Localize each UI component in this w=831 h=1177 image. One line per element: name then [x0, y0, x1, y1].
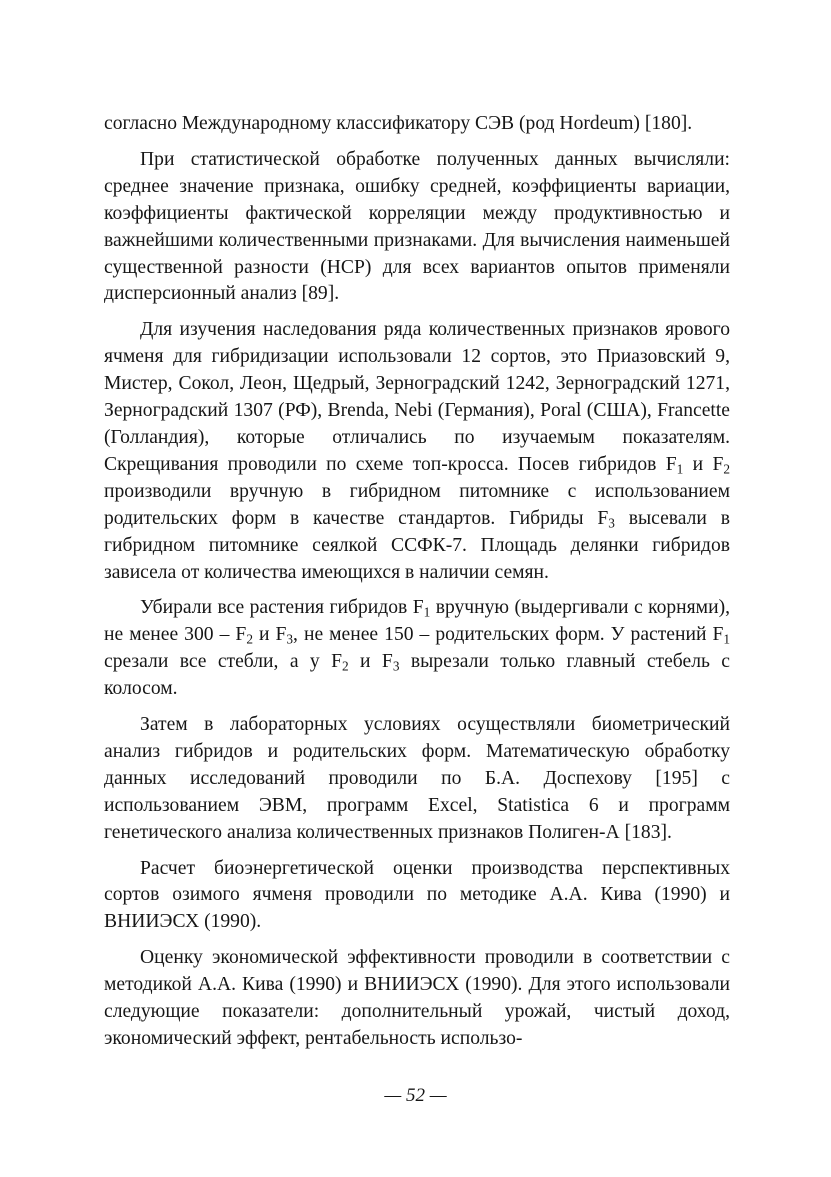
page-number: — 52 —	[384, 1085, 447, 1106]
subscript-index: 2	[246, 631, 253, 647]
text-run: и F	[683, 453, 724, 475]
text-run: и F	[252, 624, 287, 646]
text-run: Затем в лабораторных условиях осуществляли биометрический анализ гибридов и родительских форм. Математическую обработку данных исследований проводили по Б.А. Доспехову [195] с использованием ЭВМ, программ Excel, Statistica 6 и программ генетического анализа количественных признаков Полиген-А [183].	[104, 714, 730, 843]
subscript-index: 1	[676, 461, 684, 477]
body-paragraph	[104, 111, 730, 138]
body-paragraph	[104, 945, 730, 1053]
body-paragraph	[104, 595, 730, 703]
text-run: вручную (выдергивали с корнями), не менее 300 – F	[104, 597, 730, 646]
text-run: вырезали только главный стебель с колосом.	[104, 651, 730, 700]
text-run: Оценку экономической эффективности проводили в соответствии с методикой А.А. Кива (1990) и ВНИИЭСХ (1990). Для этого использовали следующие показатели: дополнительный урожай, чистый доход, экономический эффект, рентабельность использо-	[104, 947, 730, 1049]
subscript-index: 2	[723, 461, 730, 477]
document-page	[104, 111, 730, 1053]
subscript-index: 2	[342, 658, 349, 674]
text-run: Убирали все растения гибридов F	[140, 597, 424, 619]
text-run: срезали все стебли, а у F	[104, 651, 342, 673]
body-paragraph	[104, 856, 730, 937]
subscript-index: 3	[392, 658, 400, 674]
text-run: и F	[348, 651, 393, 673]
subscript-index: 3	[286, 631, 294, 647]
text-run: При статистической обработке полученных данных вычисляли: среднее значение признака, ошибку средней, коэффициенты вариации, коэффициенты фактической корреляции между продуктивностью и важнейшими количественными признаками. Для вычисления наименьшей существенной разности (НСР) для всех вариантов опытов применяли дисперсионный анализ [89].	[104, 148, 730, 305]
subscript-index: 1	[723, 631, 730, 647]
subscript-index: 1	[423, 604, 431, 620]
text-run: согласно Международному классификатору СЭВ (род Hordeum) [180].	[104, 113, 693, 134]
body-paragraph	[104, 317, 730, 586]
subscript-index: 3	[608, 515, 615, 531]
text-run: Для изучения наследования ряда количественных признаков ярового ячменя для гибридизации использовали 12 сортов, это Приазовский 9, Мистер, Сокол, Леон, Щедрый, Зерноградский 1242, Зерноградский 1271, Зерноградский 1307 (РФ), Brenda, Nebi (Германия), Poral (США), Francette (Голландия), которые отличались по изучаемым показателям. Скрещивания проводили по схеме топ-кросса. Посев гибридов F	[104, 319, 730, 475]
text-run: производили вручную в гибридном питомнике с использованием родительских форм в качестве стандартов. Гибриды F	[104, 480, 730, 529]
body-paragraph	[104, 712, 730, 847]
text-run: высевали в гибридном питомнике сеялкой ССФК-7. Площадь делянки гибридов зависела от количества имеющихся в наличии семян.	[104, 507, 730, 583]
text-run: , не менее 150 – родительских форм. У растений F	[293, 624, 724, 646]
body-paragraph	[104, 147, 730, 308]
text-run: Расчет биоэнергетической оценки производства перспективных сортов озимого ячменя проводили по методике А.А. Кива (1990) и ВНИИЭСХ (1990).	[104, 857, 730, 933]
